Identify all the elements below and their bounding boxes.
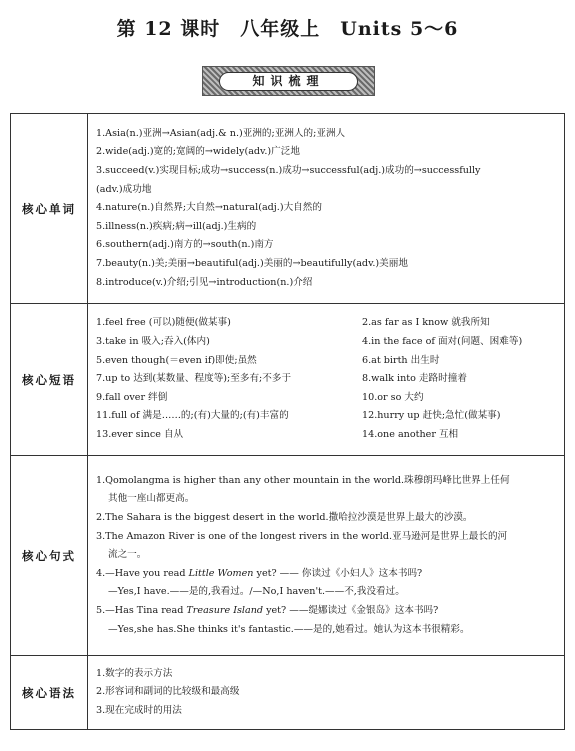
grammar-content bbox=[88, 656, 565, 730]
phrase-item: 13.ever since 自从 bbox=[96, 428, 184, 440]
phrase-item: 14.one another 互相 bbox=[362, 428, 459, 440]
sentence-item bbox=[96, 565, 558, 584]
vocab-content bbox=[88, 114, 565, 304]
sentence-item: 2.The Sahara is the biggest desert in the world.撒哈拉沙漠是世界上最大的沙漠。 bbox=[96, 512, 473, 524]
grammar-item: 2.形容词和副词的比较级和最高级 bbox=[96, 686, 240, 698]
phrase-item: 7.up to 达到(某数量、程度等);至多有;不多于 bbox=[96, 373, 292, 385]
vocab-item: 6.southern(adj.)南方的→south(n.)南方 bbox=[96, 239, 274, 251]
phrase-item: 12.hurry up 赶快;急忙(做某事) bbox=[362, 410, 501, 422]
sentence-item-continued: 流之一。 bbox=[108, 549, 147, 561]
book-title: Little Women bbox=[188, 567, 254, 579]
phrase-item: 1.feel free (可以)随便(做某事) bbox=[96, 317, 231, 329]
vocab-label: 核心单词 bbox=[11, 114, 88, 304]
phrase-item: 5.even though(＝even if)即使;虽然 bbox=[96, 354, 257, 366]
phrase-item: 3.take in 吸入;吞入(体内) bbox=[96, 336, 210, 348]
grammar-item: 1.数字的表示方法 bbox=[96, 667, 173, 679]
vocab-item: 3.succeed(v.)实现目标;成功→success(n.)成功→successful(adj.)成功的→successfully bbox=[96, 165, 481, 177]
grammar-row bbox=[11, 656, 565, 730]
vocab-item: 1.Asia(n.)亚洲→Asian(adj.& n.)亚洲的;亚洲人的;亚洲人 bbox=[96, 127, 346, 139]
sentence-text: 5.—Has Tina read bbox=[96, 604, 187, 616]
vocab-item: 8.introduce(v.)介绍;引见→introduction(n.)介绍 bbox=[96, 276, 313, 288]
sentence-answer: —Yes,she has.She thinks it's fantastic.——是的,她看过。她认为这本书很精彩。 bbox=[108, 623, 470, 635]
phrase-item: 2.as far as I know 就我所知 bbox=[362, 317, 490, 329]
sentence-text: yet? —— 你读过《小妇人》这本书吗? bbox=[253, 567, 423, 579]
sentences-row bbox=[11, 456, 565, 656]
grammar-label: 核心语法 bbox=[11, 656, 88, 730]
knowledge-table bbox=[10, 113, 565, 730]
sentence-item: 3.The Amazon River is one of the longest rivers in the world.亚马逊河是世界上最长的河 bbox=[96, 530, 508, 542]
grammar-item: 3.现在完成时的用法 bbox=[96, 704, 182, 716]
vocab-item: 5.illness(n.)疾病;病→ill(adj.)生病的 bbox=[96, 220, 257, 232]
phrases-content bbox=[88, 304, 565, 456]
phrase-item: 11.full of 满是……的;(有)大量的;(有)丰富的 bbox=[96, 410, 289, 422]
vocab-item: 2.wide(adj.)宽的;宽阔的→widely(adv.)广泛地 bbox=[96, 146, 300, 158]
sentence-text: yet? ——缇娜读过《金银岛》这本书吗? bbox=[263, 604, 439, 616]
banner-label: 知识梳理 bbox=[219, 72, 358, 91]
sentence-answer: —Yes,I have.——是的,我看过。/—No,I haven't.——不,我没看过。 bbox=[108, 586, 405, 598]
phrases-label: 核心短语 bbox=[11, 304, 88, 456]
vocab-item: 7.beauty(n.)美;美丽→beautiful(adj.)美丽的→beautifully(adv.)美丽地 bbox=[96, 257, 408, 269]
sentence-text: 4.—Have you read bbox=[96, 567, 189, 579]
vocab-row bbox=[11, 114, 565, 304]
page-title: 第 12 课时 八年级上 Units 5～6 bbox=[116, 18, 459, 40]
phrase-item: 6.at birth 出生时 bbox=[362, 354, 440, 366]
sentences-content bbox=[88, 456, 565, 656]
phrases-row bbox=[11, 304, 565, 456]
vocab-item-continued: (adv.)成功地 bbox=[96, 183, 152, 195]
section-banner bbox=[202, 66, 375, 96]
phrase-item: 8.walk into 走路时撞着 bbox=[362, 373, 467, 385]
phrase-item: 4.in the face of 面对(问题、困难等) bbox=[362, 336, 523, 348]
book-title: Treasure Island bbox=[186, 604, 264, 616]
sentences-label: 核心句式 bbox=[11, 456, 88, 656]
sentence-item bbox=[96, 602, 558, 621]
phrase-item: 10.or so 大约 bbox=[362, 391, 424, 403]
sentence-item-continued: 其他一座山都更高。 bbox=[108, 493, 195, 505]
sentence-item: 1.Qomolangma is higher than any other mountain in the world.珠穆朗玛峰比世界上任何 bbox=[96, 474, 510, 486]
vocab-item: 4.nature(n.)自然界;大自然→natural(adj.)大自然的 bbox=[96, 202, 322, 214]
phrase-item: 9.fall over 绊倒 bbox=[96, 391, 168, 403]
